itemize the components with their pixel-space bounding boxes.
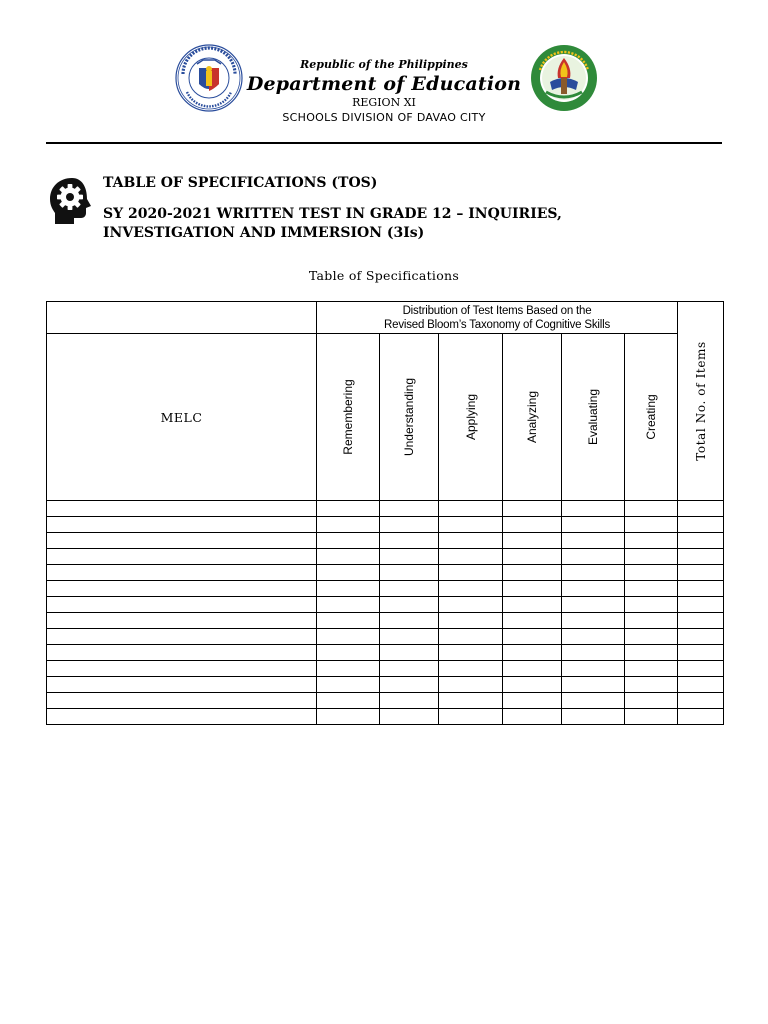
item-count-cell[interactable] (439, 597, 503, 613)
item-count-cell[interactable] (380, 549, 439, 565)
level-header-evaluating (562, 334, 625, 501)
item-count-cell[interactable] (562, 645, 625, 661)
table-row (47, 501, 724, 517)
level-header-analyzing (503, 334, 562, 501)
item-count-cell[interactable] (625, 709, 678, 725)
item-count-cell[interactable] (439, 517, 503, 533)
letterhead (0, 0, 768, 150)
item-count-cell[interactable] (503, 533, 562, 549)
total-cell[interactable] (678, 517, 724, 533)
total-cell[interactable] (678, 709, 724, 725)
melc-cell[interactable] (47, 709, 317, 725)
item-count-cell[interactable] (317, 709, 380, 725)
total-cell[interactable] (678, 645, 724, 661)
deped-seal-logo (173, 44, 245, 112)
item-count-cell[interactable] (380, 581, 439, 597)
melc-header: MELC (47, 334, 317, 501)
total-items-label: Total No. of Items (693, 341, 708, 461)
document-subtitle (103, 205, 703, 243)
item-count-cell[interactable] (625, 629, 678, 645)
total-cell[interactable] (678, 661, 724, 677)
item-count-cell[interactable] (625, 613, 678, 629)
level-header-applying (439, 334, 503, 501)
table-caption: Table of Specifications (308, 268, 460, 283)
item-count-cell[interactable] (439, 581, 503, 597)
item-count-cell[interactable] (503, 581, 562, 597)
item-count-cell[interactable] (380, 661, 439, 677)
table-row (47, 549, 724, 565)
item-count-cell[interactable] (562, 597, 625, 613)
item-count-cell[interactable] (503, 565, 562, 581)
level-label-creating: Creating (644, 394, 659, 440)
level-header-creating (625, 334, 678, 501)
item-count-cell[interactable] (317, 565, 380, 581)
item-count-cell[interactable] (625, 581, 678, 597)
item-count-cell[interactable] (439, 629, 503, 645)
item-count-cell[interactable] (562, 629, 625, 645)
item-count-cell[interactable] (380, 645, 439, 661)
item-count-cell[interactable] (380, 501, 439, 517)
item-count-cell[interactable] (562, 533, 625, 549)
item-count-cell[interactable] (625, 533, 678, 549)
item-count-cell[interactable] (439, 709, 503, 725)
item-count-cell[interactable] (439, 677, 503, 693)
table-row (47, 565, 724, 581)
item-count-cell[interactable] (562, 565, 625, 581)
item-count-cell[interactable] (439, 501, 503, 517)
level-label-applying: Applying (463, 393, 478, 441)
item-count-cell[interactable] (503, 661, 562, 677)
item-count-cell[interactable] (562, 549, 625, 565)
melc-cell[interactable] (47, 645, 317, 661)
item-count-cell[interactable] (625, 549, 678, 565)
item-count-cell[interactable] (380, 709, 439, 725)
item-count-cell[interactable] (625, 597, 678, 613)
item-count-cell[interactable] (439, 549, 503, 565)
header-divider (46, 142, 722, 144)
item-count-cell[interactable] (562, 581, 625, 597)
item-count-cell[interactable] (439, 693, 503, 709)
table-header-row-2 (47, 334, 724, 501)
item-count-cell[interactable] (380, 597, 439, 613)
item-count-cell[interactable] (562, 501, 625, 517)
table-row (47, 709, 724, 725)
item-count-cell[interactable] (625, 501, 678, 517)
table-row (47, 613, 724, 629)
republic-line: Republic of the Philippines (300, 58, 468, 71)
item-count-cell[interactable] (562, 517, 625, 533)
level-header-remembering (317, 334, 380, 501)
table-row (47, 597, 724, 613)
melc-cell[interactable] (47, 629, 317, 645)
melc-cell[interactable] (47, 517, 317, 533)
level-label-analyzing: Analyzing (525, 390, 539, 444)
item-count-cell[interactable] (503, 645, 562, 661)
item-count-cell[interactable] (503, 549, 562, 565)
item-count-cell[interactable] (380, 613, 439, 629)
melc-cell[interactable] (47, 549, 317, 565)
total-cell[interactable] (678, 549, 724, 565)
davao-division-seal-logo (528, 44, 600, 112)
document-subtitle-line-2: INVESTIGATION AND IMMERSION (3Is) (103, 225, 425, 241)
bloom-group-header-line-2: Revised Bloom’s Taxonomy of Cognitive Skills (384, 318, 611, 331)
item-count-cell[interactable] (439, 565, 503, 581)
total-cell[interactable] (678, 677, 724, 693)
item-count-cell[interactable] (503, 517, 562, 533)
region-label: REGION XI (352, 96, 416, 109)
item-count-cell[interactable] (317, 613, 380, 629)
blank-header-cell (47, 302, 317, 334)
item-count-cell[interactable] (439, 613, 503, 629)
level-header-understanding (380, 334, 439, 501)
item-count-cell[interactable] (625, 565, 678, 581)
table-row (47, 693, 724, 709)
melc-cell[interactable] (47, 581, 317, 597)
department-name: Department of Education (246, 73, 522, 95)
document-subtitle-line-1: SY 2020-2021 WRITTEN TEST IN GRADE 12 – INQUIRIES, (103, 206, 562, 222)
melc-cell[interactable] (47, 501, 317, 517)
level-label-understanding: Understanding (402, 377, 416, 457)
item-count-cell[interactable] (562, 693, 625, 709)
total-cell[interactable] (678, 629, 724, 645)
table-row (47, 645, 724, 661)
table-row (47, 661, 724, 677)
melc-cell[interactable] (47, 597, 317, 613)
item-count-cell[interactable] (439, 533, 503, 549)
item-count-cell[interactable] (380, 533, 439, 549)
melc-cell[interactable] (47, 613, 317, 629)
melc-cell[interactable] (47, 661, 317, 677)
item-count-cell[interactable] (380, 693, 439, 709)
item-count-cell[interactable] (317, 645, 380, 661)
item-count-cell[interactable] (317, 677, 380, 693)
item-count-cell[interactable] (625, 693, 678, 709)
item-count-cell[interactable] (317, 629, 380, 645)
melc-cell[interactable] (47, 533, 317, 549)
melc-cell[interactable] (47, 677, 317, 693)
table-row (47, 517, 724, 533)
item-count-cell[interactable] (317, 597, 380, 613)
table-row (47, 677, 724, 693)
item-count-cell[interactable] (503, 597, 562, 613)
item-count-cell[interactable] (317, 581, 380, 597)
specifications-table (46, 301, 724, 725)
item-count-cell[interactable] (503, 613, 562, 629)
item-count-cell[interactable] (503, 501, 562, 517)
total-cell[interactable] (678, 693, 724, 709)
item-count-cell[interactable] (503, 693, 562, 709)
item-count-cell[interactable] (439, 645, 503, 661)
item-count-cell[interactable] (625, 645, 678, 661)
item-count-cell[interactable] (562, 709, 625, 725)
division-label: SCHOOLS DIVISION OF DAVAO CITY (282, 111, 486, 124)
table-header-row-1 (47, 302, 724, 334)
bloom-group-header-line-1: Distribution of Test Items Based on the (402, 304, 592, 317)
table-row (47, 629, 724, 645)
item-count-cell[interactable] (625, 677, 678, 693)
total-cell[interactable] (678, 613, 724, 629)
item-count-cell[interactable] (503, 709, 562, 725)
table-row (47, 533, 724, 549)
item-count-cell[interactable] (380, 629, 439, 645)
item-count-cell[interactable] (317, 533, 380, 549)
total-cell[interactable] (678, 597, 724, 613)
item-count-cell[interactable] (317, 693, 380, 709)
level-label-remembering: Remembering (341, 379, 355, 455)
item-count-cell[interactable] (317, 501, 380, 517)
total-cell[interactable] (678, 501, 724, 517)
item-count-cell[interactable] (317, 549, 380, 565)
item-count-cell[interactable] (317, 517, 380, 533)
item-count-cell[interactable] (380, 677, 439, 693)
total-cell[interactable] (678, 565, 724, 581)
item-count-cell[interactable] (503, 677, 562, 693)
item-count-cell[interactable] (625, 517, 678, 533)
total-cell[interactable] (678, 581, 724, 597)
item-count-cell[interactable] (439, 661, 503, 677)
total-cell[interactable] (678, 533, 724, 549)
document-title: TABLE OF SPECIFICATIONS (TOS) (103, 175, 378, 191)
item-count-cell[interactable] (562, 661, 625, 677)
item-count-cell[interactable] (562, 613, 625, 629)
total-items-header (678, 302, 724, 501)
level-label-evaluating: Evaluating (586, 388, 600, 446)
melc-cell[interactable] (47, 693, 317, 709)
item-count-cell[interactable] (503, 629, 562, 645)
item-count-cell[interactable] (317, 661, 380, 677)
bloom-group-header (317, 302, 678, 334)
item-count-cell[interactable] (380, 517, 439, 533)
head-gear-icon (46, 176, 94, 226)
item-count-cell[interactable] (562, 677, 625, 693)
item-count-cell[interactable] (380, 565, 439, 581)
item-count-cell[interactable] (625, 661, 678, 677)
table-row (47, 581, 724, 597)
melc-cell[interactable] (47, 565, 317, 581)
